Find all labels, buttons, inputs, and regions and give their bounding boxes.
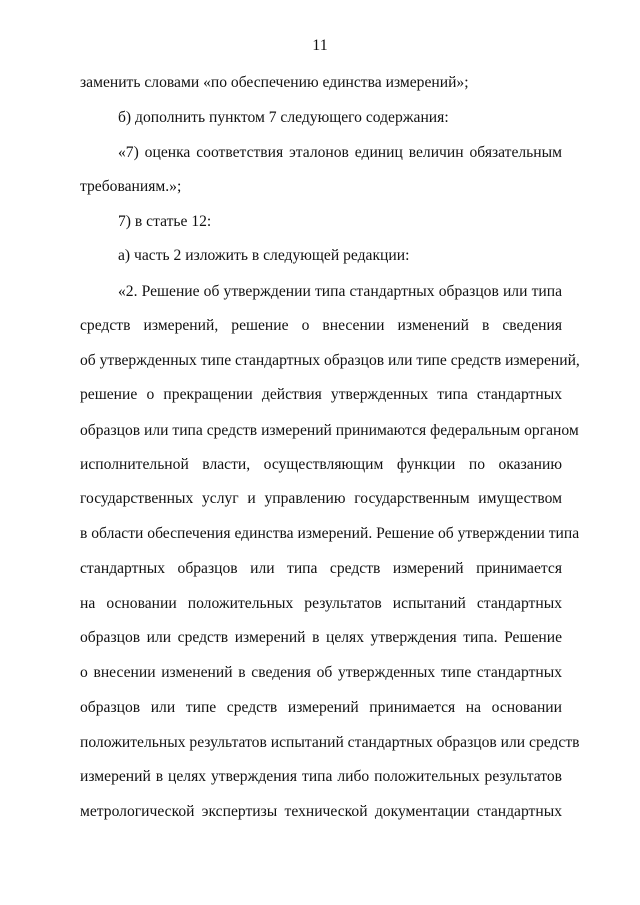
text-line: об утвержденных типе стандартных образцов или типе средств измерений, (80, 352, 580, 369)
text-line: образцов или типе средств измерений принимается на основании (80, 699, 562, 716)
text-line: заменить словами «по обеспечению единства измерений»; (80, 74, 469, 91)
text-line: б) дополнить пунктом 7 следующего содержания: (118, 109, 449, 126)
text-line: образцов или типа средств измерений принимаются федеральным органом (80, 422, 579, 439)
text-line: образцов или средств измерений в целях утверждения типа. Решение (80, 629, 562, 646)
text-line: «7) оценка соответствия эталонов единиц величин обязательным (118, 144, 562, 161)
text-line: стандартных образцов или типа средств измерений принимается (80, 560, 562, 577)
text-line: 7) в статье 12: (118, 213, 212, 230)
text-line: положительных результатов испытаний стандартных образцов или средств (80, 734, 580, 751)
text-line: требованиям.»; (80, 178, 182, 195)
text-line: средств измерений, решение о внесении изменений в сведения (80, 317, 562, 334)
text-line: исполнительной власти, осуществляющим функции по оказанию (80, 456, 562, 473)
text-line: измерений в целях утверждения типа либо положительных результатов (80, 768, 562, 785)
text-line: государственных услуг и управлению государственным имуществом (80, 490, 562, 507)
text-line: а) часть 2 изложить в следующей редакции: (118, 247, 410, 264)
text-line: решение о прекращении действия утвержденных типа стандартных (80, 386, 562, 403)
text-line: в области обеспечения единства измерений. Решение об утверждении типа (80, 525, 580, 542)
text-line: на основании положительных результатов испытаний стандартных (80, 595, 562, 612)
page-number: 11 (312, 37, 328, 54)
text-line: «2. Решение об утверждении типа стандартных образцов или типа (118, 283, 562, 300)
text-line: метрологической экспертизы технической документации стандартных (80, 803, 562, 820)
text-line: о внесении изменений в сведения об утвержденных типе стандартных (80, 664, 562, 681)
